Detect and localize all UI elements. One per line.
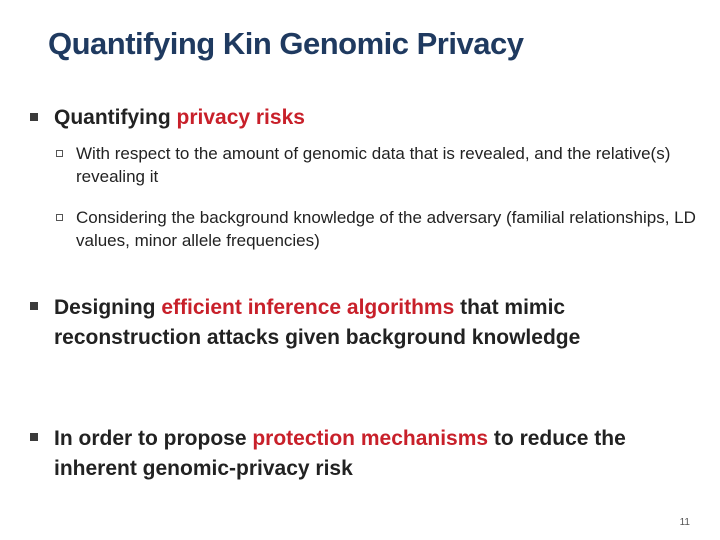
- highlighted-phrase: efficient inference algorithms: [161, 296, 455, 319]
- bullet-inference-algorithms: [30, 293, 700, 354]
- highlighted-phrase: privacy risks: [176, 106, 305, 129]
- hollow-square-bullet-icon: [56, 150, 63, 157]
- bullet-text: [54, 424, 700, 485]
- bullet-text: [54, 293, 700, 354]
- square-bullet-icon: [30, 302, 38, 310]
- bullet-text-lead: Quantifying: [54, 106, 177, 129]
- page-number: 11: [679, 517, 690, 528]
- bullet-text-lead: Designing: [54, 296, 162, 319]
- bullet-text: [54, 104, 305, 131]
- sub-bullet-text: With respect to the amount of genomic data that is revealed, and the relative(s) revealing it: [76, 144, 671, 187]
- sub-bullet-text: Considering the background knowledge of the adversary (familial relationships, LD values, minor allele frequencies): [76, 208, 696, 251]
- sub-bullet-amount-revealed: [56, 142, 706, 189]
- slide-title: Quantifying Kin Genomic Privacy: [48, 26, 524, 61]
- hollow-square-bullet-icon: [56, 214, 63, 221]
- sub-bullet-background-knowledge: [56, 206, 706, 253]
- bullet-protection-mechanisms: [30, 424, 700, 485]
- bullet-text-tail: to reduce the inherent genomic-privacy risk: [54, 427, 626, 481]
- bullet-text-lead: In order to propose: [54, 427, 253, 450]
- square-bullet-icon: [30, 113, 38, 121]
- square-bullet-icon: [30, 433, 38, 441]
- bullet-text-tail: that mimic reconstruction attacks given background knowledge: [54, 296, 581, 350]
- highlighted-phrase: protection mechanisms: [252, 427, 489, 450]
- bullet-privacy-risks: [30, 104, 700, 131]
